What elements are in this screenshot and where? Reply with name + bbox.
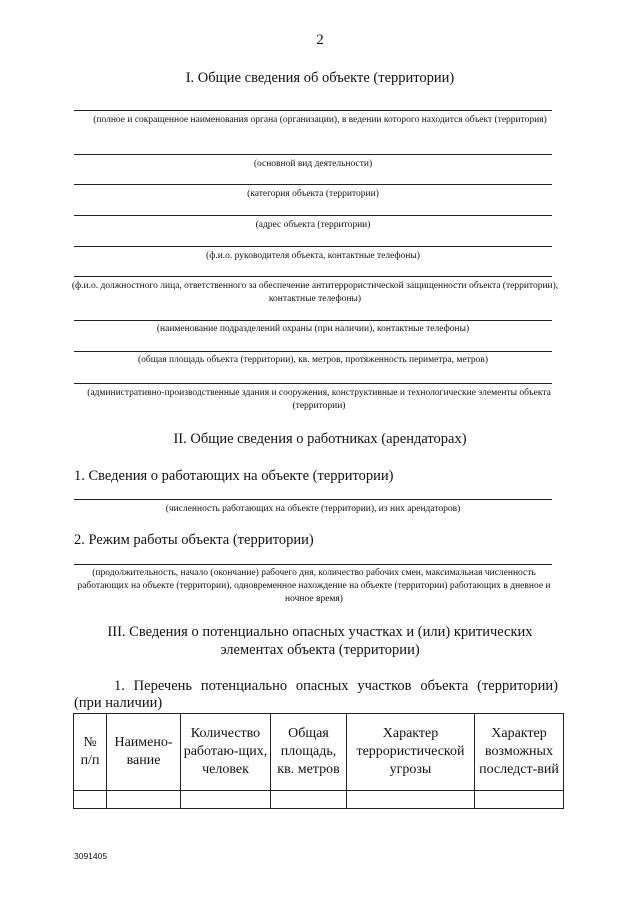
- header-total-area: Общая площадь, кв. метров: [271, 714, 347, 791]
- workers-info-title: 1. Сведения о работающих на объекте (территории): [74, 468, 394, 484]
- table-cell: [475, 791, 564, 809]
- dangerous-areas-list-note: (при наличии): [74, 695, 163, 711]
- table-cell: [74, 791, 107, 809]
- table-cell: [107, 791, 181, 809]
- caption-director: (ф.и.о. руководителя объекта, контактные телефоны): [206, 251, 420, 261]
- table-header-row: [74, 714, 564, 791]
- fill-line-workers: [74, 499, 552, 500]
- caption-address: (адрес объекта (территории): [255, 220, 371, 230]
- document-code: 3091405: [74, 851, 108, 861]
- fill-line-buildings: [74, 383, 552, 384]
- caption-category: (категория объекта (территории): [247, 189, 379, 199]
- caption-activity: (основной вид деятельности): [253, 159, 373, 169]
- section-3-title-line-2: элементах объекта (территории): [220, 642, 420, 658]
- caption-responsible-official: (ф.и.о. должностного лица, ответственного за обеспечение антитеррористической защищенности объекта (территории), контактные телефоны): [71, 281, 559, 304]
- caption-buildings: (административно-производственные здания и сооружения, конструктивные и технологические элементы объекта (территории): [87, 388, 551, 411]
- dangerous-areas-table: [73, 713, 564, 809]
- header-number: № п/п: [74, 714, 107, 791]
- fill-line-organization: [74, 110, 552, 111]
- section-2-title: II. Общие сведения о работниках (арендаторах): [173, 431, 467, 447]
- page-number: 2: [316, 32, 324, 48]
- fill-line-director: [74, 246, 552, 247]
- section-3-title-line-1: III. Сведения о потенциально опасных участках и (или) критических: [107, 624, 533, 640]
- header-workers-count: Количество работаю-щих, человек: [181, 714, 271, 791]
- fill-line-area: [74, 351, 552, 352]
- table-cell: [347, 791, 475, 809]
- caption-organization: (полное и сокращенное наименования органа (организации), в ведении которого находится объект (территория): [93, 115, 547, 125]
- dangerous-areas-list-title: 1. Перечень потенциально опасных участков объекта (территории): [114, 678, 558, 694]
- header-threat-nature: Характер террористической угрозы: [347, 714, 475, 791]
- fill-line-activity: [74, 154, 552, 155]
- caption-workers: (численность работающих на объекте (территории), из них арендаторов): [165, 504, 461, 514]
- fill-line-schedule: [74, 564, 552, 565]
- section-1-title: I. Общие сведения об объекте (территории): [185, 70, 455, 86]
- work-schedule-title: 2. Режим работы объекта (территории): [74, 532, 314, 548]
- header-name: Наимено-вание: [107, 714, 181, 791]
- fill-line-address: [74, 215, 552, 216]
- caption-area: (общая площадь объекта (территории), кв. метров, протяженность периметра, метров): [137, 355, 489, 365]
- table-row: [74, 791, 564, 809]
- table-cell: [271, 791, 347, 809]
- caption-security-units: (наименование подразделений охраны (при наличии), контактные телефоны): [156, 324, 470, 334]
- fill-line-responsible-official: [74, 276, 552, 277]
- caption-schedule: (продолжительность, начало (окончание) рабочего дня, количество рабочих смен, максимальная численность работающих на объекте (территории), одновременное нахождение на объекте (территории) работающих в дневное и ночное время): [77, 568, 551, 604]
- fill-line-security-units: [74, 320, 552, 321]
- table-cell: [181, 791, 271, 809]
- fill-line-category: [74, 184, 552, 185]
- header-consequences: Характер возможных последст-вий: [475, 714, 564, 791]
